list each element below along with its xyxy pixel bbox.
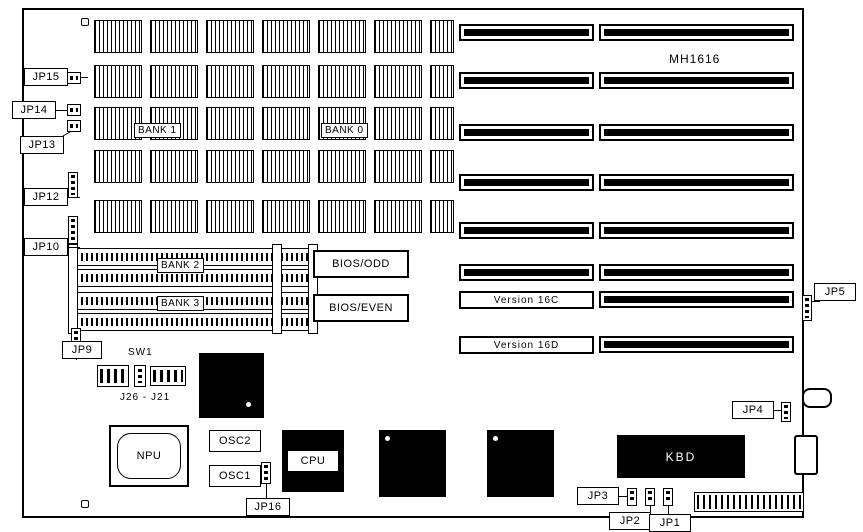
j26-j21-label: J26 - J21 [120,392,171,403]
expansion-slot [459,24,594,41]
memory-chip [262,150,310,183]
memory-chip [262,20,310,53]
npu-socket [109,425,189,487]
memory-chip [150,20,198,53]
jumper-jp2-pins[interactable] [645,488,655,506]
expansion-slot [459,174,594,191]
jumper-jp5-pins[interactable] [802,295,812,321]
callout-jp16[interactable]: JP16 [246,498,290,516]
callout-jp1[interactable]: JP1 [649,514,691,532]
bank-label-bank0: BANK 0 [321,123,368,138]
memory-chip [374,150,422,183]
memory-chip [206,200,254,233]
j26-j21-header[interactable] [150,366,186,386]
pin1-marker [493,436,498,441]
memory-chip [318,200,366,233]
osc1-component: OSC1 [209,465,261,487]
memory-chip [430,200,454,233]
expansion-slot [459,264,594,281]
board-outline [20,8,846,529]
memory-chip [318,20,366,53]
mounting-hole [81,18,89,26]
kbd-connector [617,435,745,478]
memory-chip [430,107,454,140]
memory-chip [318,65,366,98]
jumper-jp12-pins[interactable] [68,172,78,198]
chipset-ic [199,353,264,418]
mounting-hole [81,500,89,508]
expansion-slot [599,174,794,191]
kbd-label: KBD [665,449,697,464]
callout-jp14[interactable]: JP14 [12,101,56,119]
jumper-jp13-pins[interactable] [67,120,81,132]
memory-chip [430,150,454,183]
callout-jp2[interactable]: JP2 [609,512,651,530]
expansion-slot [599,124,794,141]
bank-label-bank3: BANK 3 [157,296,204,311]
memory-chip [318,150,366,183]
leader-line [68,247,80,248]
expansion-slot [459,72,594,89]
simm-retainer-mid [272,244,282,334]
jumper-jp1-pins[interactable] [663,488,673,506]
version-label-16c: Version 16C [459,291,594,309]
memory-chip [374,20,422,53]
expansion-slot [459,222,594,239]
npu-label: NPU [117,433,181,479]
memory-chip [262,107,310,140]
simm-retainer-left [68,244,78,334]
memory-chip [206,150,254,183]
io-pin-header[interactable] [694,492,804,512]
board-model-label: MH1616 [669,52,721,66]
din-keyboard-port [794,435,818,475]
jumper-jp15-pins[interactable] [67,72,81,84]
cpu-label: CPU [287,450,339,472]
jumper-jp10-pins[interactable] [68,216,78,244]
expansion-slot [599,264,794,281]
memory-chip [374,200,422,233]
memory-chip [374,65,422,98]
expansion-slot [599,24,794,41]
callout-jp12[interactable]: JP12 [24,188,68,206]
callout-jp3[interactable]: JP3 [577,487,619,505]
memory-chip [94,20,142,53]
memory-chip [206,20,254,53]
version-label-16d: Version 16D [459,336,594,354]
edge-connector [802,388,832,408]
callout-jp9[interactable]: JP9 [62,341,102,359]
callout-jp13[interactable]: JP13 [20,136,64,154]
memory-chip [150,150,198,183]
memory-chip [150,200,198,233]
expansion-slot [459,124,594,141]
memory-chip [206,107,254,140]
memory-chip [262,65,310,98]
jumper-block[interactable] [134,365,146,387]
jumper-jp3-pins[interactable] [627,488,637,506]
memory-chip [262,200,310,233]
osc2-component: OSC2 [209,430,261,452]
callout-jp15[interactable]: JP15 [24,68,68,86]
memory-chip [94,200,142,233]
memory-chip [206,65,254,98]
expansion-slot [599,222,794,239]
sw1-dip-switch[interactable] [97,365,129,387]
callout-jp5[interactable]: JP5 [814,283,856,301]
bios-odd-socket: BIOS/ODD [313,250,409,278]
callout-jp4[interactable]: JP4 [732,401,774,419]
pin1-marker [246,402,251,407]
expansion-slot [599,72,794,89]
jumper-jp4-pins[interactable] [781,402,791,422]
pin1-marker [385,436,390,441]
jumper-jp14-pins[interactable] [67,104,81,116]
memory-chip [430,20,454,53]
memory-chip [94,65,142,98]
sw1-label: SW1 [128,347,153,358]
jumper-jp16-pins[interactable] [261,462,271,484]
callout-jp10[interactable]: JP10 [24,238,68,256]
expansion-slot [599,291,794,308]
memory-chip [94,150,142,183]
memory-chip [150,65,198,98]
bank-label-bank1: BANK 1 [134,123,181,138]
memory-chip [430,65,454,98]
bank-label-bank2: BANK 2 [157,258,204,273]
expansion-slot [599,336,794,353]
bios-even-socket: BIOS/EVEN [313,294,409,322]
memory-chip [374,107,422,140]
